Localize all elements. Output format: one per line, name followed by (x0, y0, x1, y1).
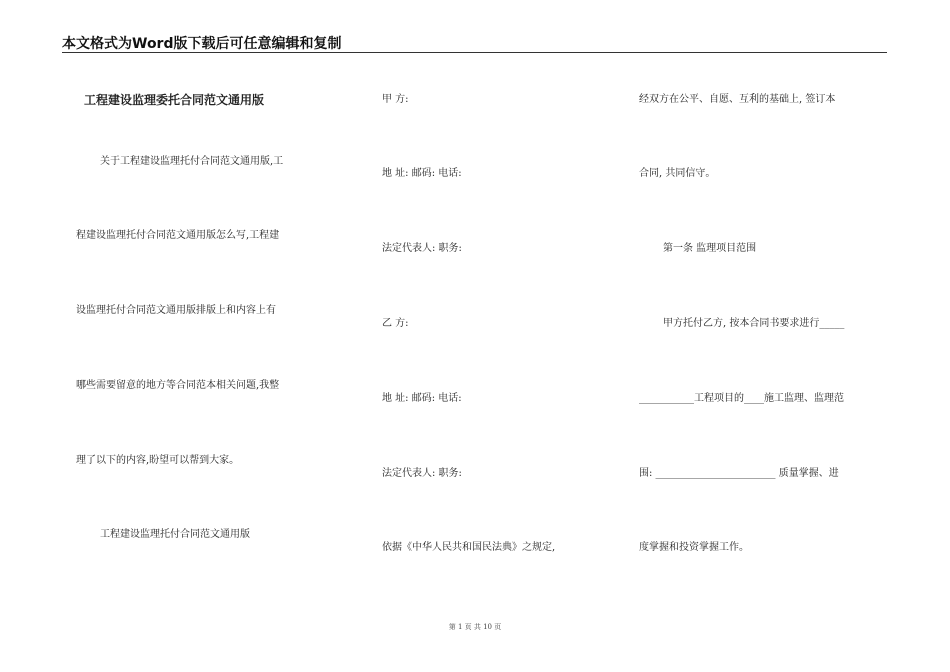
paragraph-line: 哪些需要留意的地方等合同范本相关问题,我整 (76, 380, 280, 391)
party-a-label: 甲 方: (382, 94, 409, 105)
party-a-representative: 法定代表人: 职务: (382, 243, 462, 254)
paragraph-line: ___________工程项目的____施工监理、监理范 (639, 393, 844, 404)
paragraph-line: 程建设监理托付合同范文通用版怎么写,工程建 (76, 230, 280, 241)
party-b-label: 乙 方: (382, 318, 409, 329)
paragraph-line: 合同, 共同信守。 (639, 168, 716, 179)
paragraph-line: 围: ________________________ 质量掌握、进 (639, 468, 839, 479)
party-b-representative: 法定代表人: 职务: (382, 468, 462, 479)
text-column-3 (639, 0, 889, 600)
paragraph-line: 依据《中华人民共和国民法典》之规定, (382, 542, 556, 553)
page-number: 第 1 页 共 10 页 (448, 623, 502, 631)
article-heading: 第一条 监理项目范围 (663, 243, 757, 254)
paragraph-line: 甲方托付乙方, 按本合同书要求进行_____ (663, 318, 845, 329)
party-b-address: 地 址: 邮码: 电话: (382, 393, 462, 404)
paragraph-line: 经双方在公平、自愿、互利的基础上, 签订本 (639, 94, 836, 105)
text-column-1 (76, 0, 326, 600)
document-header: 本文格式为Word版下载后可任意编辑和复制 (62, 36, 342, 52)
paragraph-line: 关于工程建设监理托付合同范文通用版,工 (100, 156, 284, 167)
paragraph-line: 设监理托付合同范文通用版排版上和内容上有 (76, 305, 276, 316)
paragraph-line: 度掌握和投资掌握工作。 (639, 542, 749, 553)
document-title: 工程建设监理委托合同范文通用版 (84, 93, 265, 107)
paragraph-line: 理了以下的内容,盼望可以帮到大家。 (76, 455, 240, 466)
party-a-address: 地 址: 邮码: 电话: (382, 168, 462, 179)
text-column-2 (382, 0, 622, 600)
section-heading: 工程建设监理托付合同范文通用版 (100, 529, 250, 540)
